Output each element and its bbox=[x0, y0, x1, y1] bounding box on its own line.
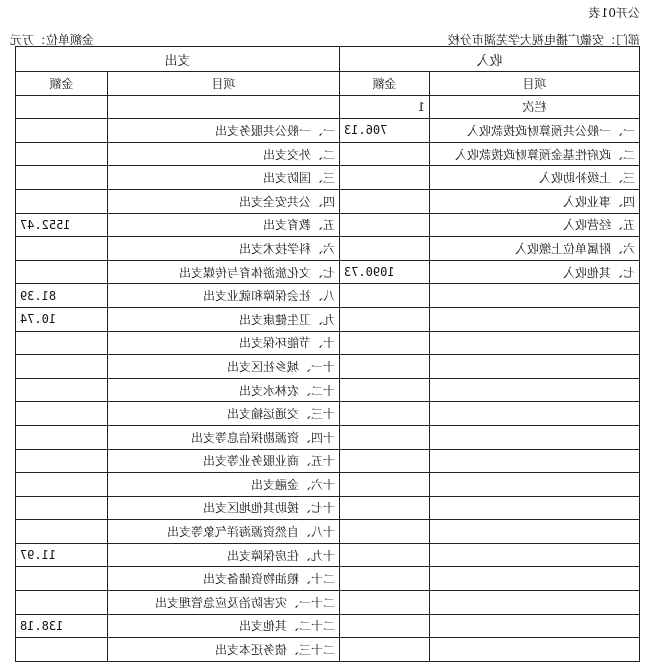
income-amount-header: 金额 bbox=[339, 72, 429, 96]
expense-item: 十、节能环保支出 bbox=[107, 331, 339, 355]
amount-unit-label: 金额单位：万元 bbox=[10, 33, 95, 47]
table-row bbox=[15, 378, 639, 402]
income-item bbox=[430, 473, 640, 497]
income-amount bbox=[339, 213, 429, 237]
expense-amount bbox=[15, 166, 107, 190]
expense-item: 十一、城乡社区支出 bbox=[107, 355, 339, 379]
expense-amount: 10.74 bbox=[15, 307, 107, 331]
table-row bbox=[15, 166, 639, 190]
income-item bbox=[430, 496, 640, 520]
income-amount bbox=[339, 189, 429, 213]
expense-item: 二十三、债务还本支出 bbox=[107, 638, 339, 662]
expense-section-title: 支出 bbox=[15, 47, 339, 72]
income-amount bbox=[339, 496, 429, 520]
expense-amount bbox=[15, 331, 107, 355]
expense-item: 五、教育支出 bbox=[107, 213, 339, 237]
expense-amount: 11.97 bbox=[15, 543, 107, 567]
expense-amount: 1552.47 bbox=[15, 213, 107, 237]
income-item: 二、政府性基金预算财政拨款收入 bbox=[430, 142, 640, 166]
income-item bbox=[430, 520, 640, 544]
income-amount bbox=[339, 543, 429, 567]
expense-item: 二十、粮油物资储备支出 bbox=[107, 567, 339, 591]
column-index-number: 1 bbox=[339, 95, 429, 119]
income-item: 一、一般公共预算财政拨款收入 bbox=[430, 119, 640, 143]
expense-amount bbox=[15, 378, 107, 402]
expense-amount bbox=[15, 142, 107, 166]
expense-amount-header: 金额 bbox=[15, 72, 107, 96]
income-item: 五、经营收入 bbox=[430, 213, 640, 237]
table-row bbox=[15, 638, 639, 662]
income-item bbox=[430, 355, 640, 379]
income-amount bbox=[339, 378, 429, 402]
income-amount bbox=[339, 166, 429, 190]
income-item bbox=[430, 425, 640, 449]
budget-table bbox=[15, 46, 640, 662]
expense-amount bbox=[15, 237, 107, 261]
expense-amount: 81.39 bbox=[15, 284, 107, 308]
income-item bbox=[430, 567, 640, 591]
table-row bbox=[15, 473, 639, 497]
income-amount: 1090.73 bbox=[339, 260, 429, 284]
income-amount bbox=[339, 331, 429, 355]
expense-amount bbox=[15, 567, 107, 591]
expense-amount bbox=[15, 355, 107, 379]
income-section-title: 收入 bbox=[339, 47, 639, 72]
column-index-row bbox=[15, 95, 639, 119]
income-amount bbox=[339, 520, 429, 544]
expense-amount: 138.18 bbox=[15, 614, 107, 638]
income-item bbox=[430, 449, 640, 473]
income-amount bbox=[339, 284, 429, 308]
income-item: 七、其他收入 bbox=[430, 260, 640, 284]
expense-item: 七、文化旅游体育与传媒支出 bbox=[107, 260, 339, 284]
income-item bbox=[430, 331, 640, 355]
expense-amount bbox=[15, 520, 107, 544]
table-row bbox=[15, 496, 639, 520]
table-row bbox=[15, 260, 639, 284]
empty-cell bbox=[107, 95, 339, 119]
expense-item-header: 项目 bbox=[107, 72, 339, 96]
table-row bbox=[15, 142, 639, 166]
income-amount bbox=[339, 355, 429, 379]
table-row bbox=[15, 331, 639, 355]
income-amount bbox=[339, 567, 429, 591]
table-row bbox=[15, 237, 639, 261]
expense-item: 四、公共安全支出 bbox=[107, 189, 339, 213]
income-amount bbox=[339, 614, 429, 638]
expense-item: 十五、商业服务业等支出 bbox=[107, 449, 339, 473]
table-row bbox=[15, 567, 639, 591]
empty-cell bbox=[15, 95, 107, 119]
income-item: 三、上级补助收入 bbox=[430, 166, 640, 190]
table-row bbox=[15, 520, 639, 544]
table-row bbox=[15, 189, 639, 213]
expense-item: 八、社会保障和就业支出 bbox=[107, 284, 339, 308]
income-item bbox=[430, 543, 640, 567]
expense-item: 十七、援助其他地区支出 bbox=[107, 496, 339, 520]
expense-amount bbox=[15, 449, 107, 473]
income-item bbox=[430, 591, 640, 615]
income-item bbox=[430, 307, 640, 331]
income-amount bbox=[339, 142, 429, 166]
table-row bbox=[15, 213, 639, 237]
expense-item: 九、卫生健康支出 bbox=[107, 307, 339, 331]
table-row bbox=[15, 425, 639, 449]
department-label: 部门：安徽广播电视大学芜湖市分校 bbox=[447, 33, 640, 47]
income-item: 六、附属单位上缴收入 bbox=[430, 237, 640, 261]
income-amount bbox=[339, 402, 429, 426]
expense-amount bbox=[15, 473, 107, 497]
table-row bbox=[15, 591, 639, 615]
expense-amount bbox=[15, 119, 107, 143]
expense-item: 一、一般公共服务支出 bbox=[107, 119, 339, 143]
income-amount bbox=[339, 425, 429, 449]
income-amount bbox=[339, 449, 429, 473]
expense-item: 十八、自然资源海洋气象等支出 bbox=[107, 520, 339, 544]
table-row bbox=[15, 119, 639, 143]
income-amount bbox=[339, 591, 429, 615]
income-item bbox=[430, 614, 640, 638]
income-item bbox=[430, 638, 640, 662]
expense-amount bbox=[15, 425, 107, 449]
expense-amount bbox=[15, 496, 107, 520]
form-number: 公开01表 bbox=[588, 6, 640, 20]
income-amount bbox=[339, 307, 429, 331]
column-header-row bbox=[15, 72, 639, 96]
table-row bbox=[15, 614, 639, 638]
income-amount bbox=[339, 237, 429, 261]
expense-item: 十四、资源勘探信息等支出 bbox=[107, 425, 339, 449]
table-row bbox=[15, 543, 639, 567]
expense-item: 三、国防支出 bbox=[107, 166, 339, 190]
income-amount bbox=[339, 638, 429, 662]
table-row bbox=[15, 402, 639, 426]
expense-amount bbox=[15, 638, 107, 662]
income-amount: 706.13 bbox=[339, 119, 429, 143]
income-item bbox=[430, 284, 640, 308]
expense-amount bbox=[15, 591, 107, 615]
income-item: 四、事业收入 bbox=[430, 189, 640, 213]
section-title-row bbox=[15, 47, 639, 72]
expense-amount bbox=[15, 260, 107, 284]
table-row bbox=[15, 449, 639, 473]
expense-item: 二十一、灾害防治及应急管理支出 bbox=[107, 591, 339, 615]
expense-item: 二、外交支出 bbox=[107, 142, 339, 166]
table-row bbox=[15, 307, 639, 331]
expense-item: 十三、交通运输支出 bbox=[107, 402, 339, 426]
expense-item: 十二、农林水支出 bbox=[107, 378, 339, 402]
expense-item: 二十二、其他支出 bbox=[107, 614, 339, 638]
expense-item: 十六、金融支出 bbox=[107, 473, 339, 497]
expense-amount bbox=[15, 402, 107, 426]
table-row bbox=[15, 284, 639, 308]
expense-amount bbox=[15, 189, 107, 213]
income-item bbox=[430, 402, 640, 426]
income-item bbox=[430, 378, 640, 402]
expense-item: 六、科学技术支出 bbox=[107, 237, 339, 261]
expense-item: 十九、住房保障支出 bbox=[107, 543, 339, 567]
column-index-label: 栏次 bbox=[430, 95, 640, 119]
income-amount bbox=[339, 473, 429, 497]
income-item-header: 项目 bbox=[430, 72, 640, 96]
table-row bbox=[15, 355, 639, 379]
